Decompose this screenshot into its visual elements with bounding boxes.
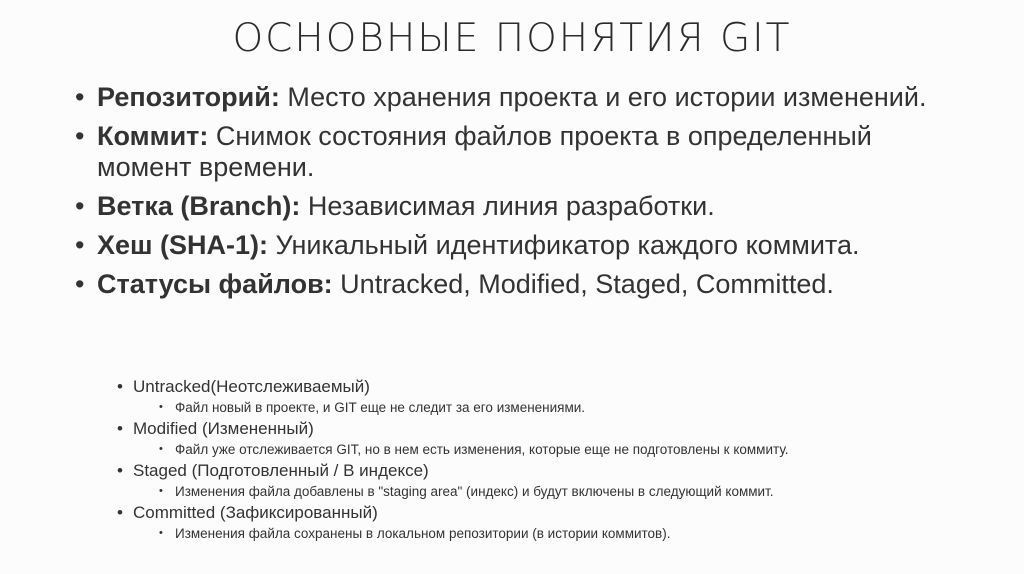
status-modified-detail: • Файл уже отслеживается GIT, но в нем есть изменения, которые еще не подготовлены к коммиту. bbox=[153, 439, 977, 460]
concept-repository bbox=[75, 82, 955, 113]
concept-definition: Untracked, Modified, Staged, Committed. bbox=[332, 269, 834, 299]
status-untracked: • Untracked(Неотслеживаемый) bbox=[117, 376, 977, 397]
concept-definition: Снимок состояния файлов проекта в определенный момент времени. bbox=[97, 121, 872, 182]
concept-branch bbox=[75, 191, 955, 222]
status-committed-detail: • Изменения файла сохранены в локальном репозитории (в истории коммитов). bbox=[153, 523, 977, 544]
concept-term: Репозиторий: bbox=[97, 82, 280, 112]
concept-term: Ветка (Branch): bbox=[97, 191, 301, 221]
concept-file-statuses bbox=[75, 269, 955, 300]
status-modified: • Modified (Измененный) bbox=[117, 418, 977, 439]
concept-term: Хеш (SHA-1): bbox=[97, 230, 269, 260]
concept-term: Коммит: bbox=[97, 121, 209, 151]
concept-definition: Независимая линия разработки. bbox=[300, 191, 715, 221]
concept-commit bbox=[75, 121, 955, 183]
status-committed: • Committed (Зафиксированный) bbox=[117, 502, 977, 523]
concept-hash bbox=[75, 230, 955, 261]
status-staged: • Staged (Подготовленный / В индексе) bbox=[117, 460, 977, 481]
statuses-list bbox=[117, 376, 977, 544]
slide-title: ОСНОВНЫЕ ПОНЯТИЯ GIT bbox=[232, 16, 792, 61]
status-untracked-detail: • Файл новый в проекте, и GIT еще не следит за его изменениями. bbox=[153, 397, 977, 418]
concept-definition: Уникальный идентификатор каждого коммита. bbox=[268, 230, 860, 260]
concepts-list bbox=[75, 82, 955, 308]
concept-term: Статусы файлов: bbox=[97, 269, 333, 299]
status-staged-detail: • Изменения файла добавлены в "staging area" (индекс) и будут включены в следующий коммит. bbox=[153, 481, 977, 502]
concept-definition: Место хранения проекта и его истории изменений. bbox=[279, 82, 927, 112]
